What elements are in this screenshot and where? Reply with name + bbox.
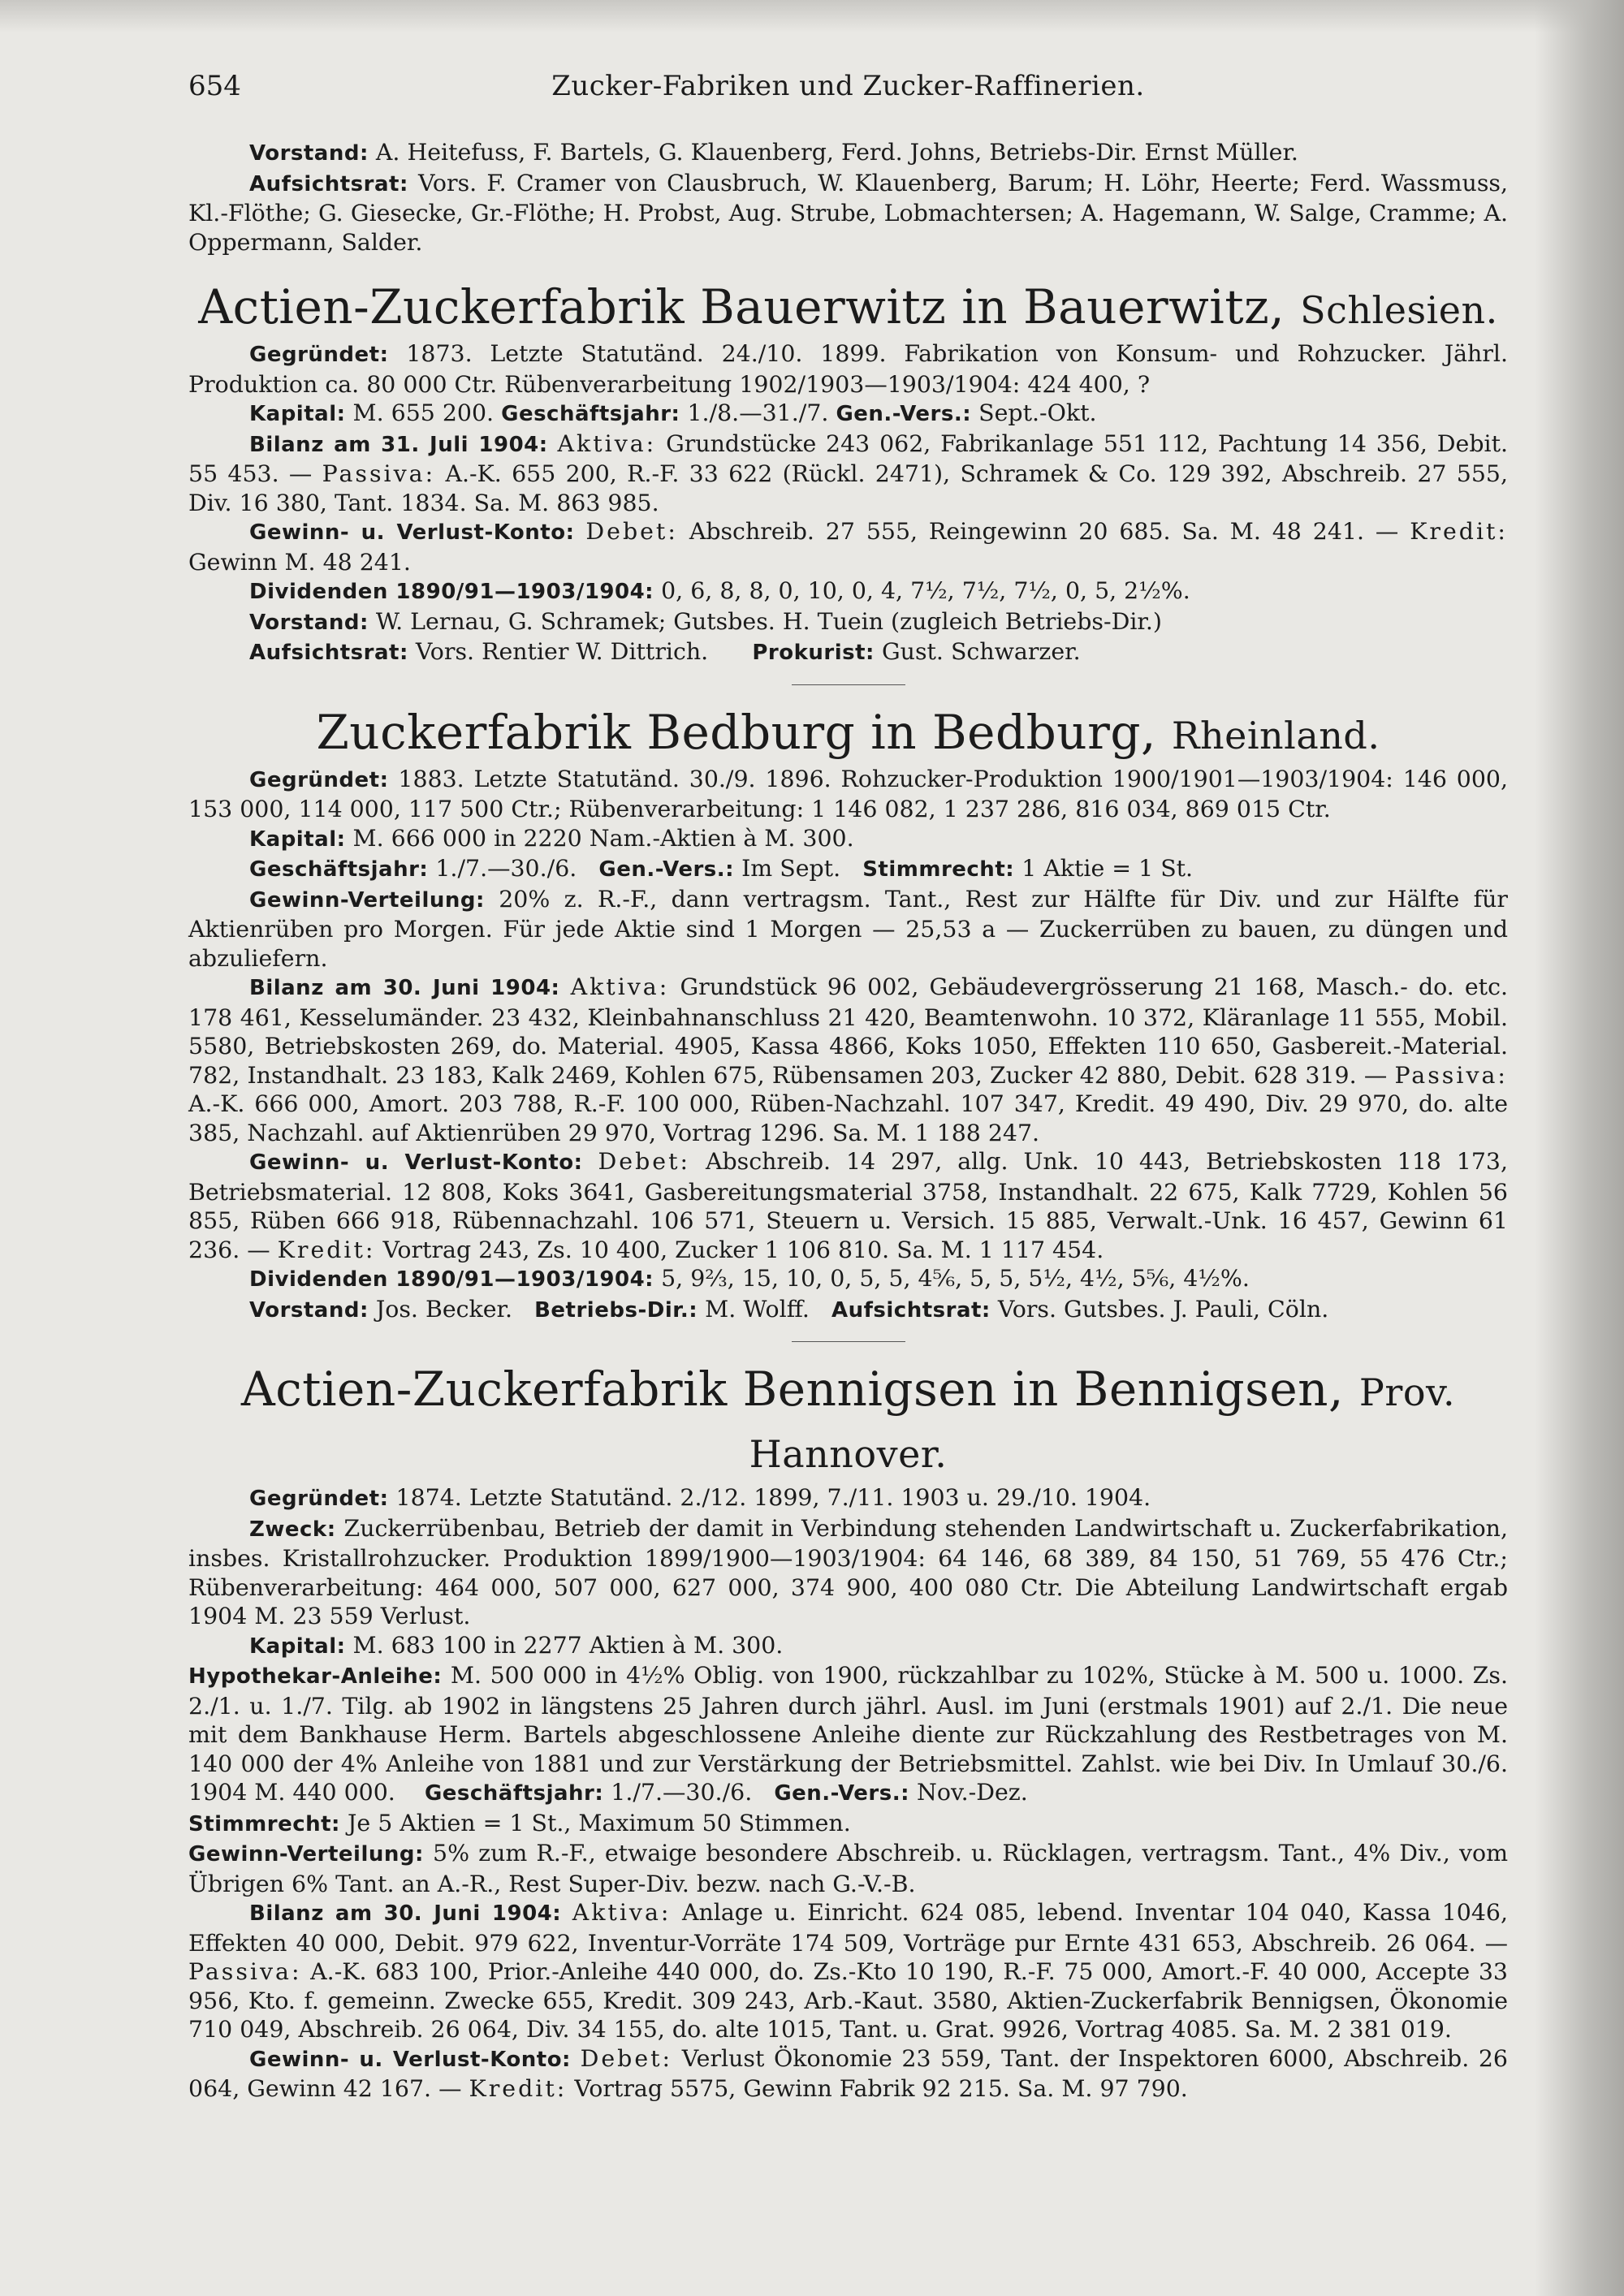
firm-region: Schlesien.	[1300, 288, 1498, 332]
kapital-label: Kapital:	[249, 826, 346, 852]
guv-kredit-text: Gewinn M. 48 241.	[188, 548, 411, 576]
vorstand-text: W. Lernau, G. Schramek; Gutsbes. H. Tuein (zugleich Betriebs-Dir.)	[375, 607, 1162, 635]
guv-label: Gewinn- u. Verlust-Konto:	[249, 520, 575, 545]
section-divider	[792, 1341, 905, 1342]
kapital-paragraph	[188, 399, 1508, 429]
prev-vorstand-paragraph	[188, 138, 1508, 169]
guv-paragraph	[188, 517, 1508, 576]
kapital-paragraph	[188, 824, 1508, 855]
bilanz-paragraph	[188, 429, 1508, 518]
geschaeftsjahr-label: Geschäftsjahr:	[249, 857, 429, 882]
betriebsdir-text: M. Wolff.	[705, 1295, 810, 1323]
firm-heading	[188, 278, 1508, 339]
gegruendet-text: 1883. Letzte Statutänd. 30./9. 1896. Rohzucker-Produktion 1900/1901—1903/1904: 146 000, 153 000, 114 000, 117 500 Ctr.; Rübenverarbeitung: 1 146 082, 1 237 286, 816 034, 869 015 Ctr.	[188, 765, 1508, 822]
prev-vorstand-text: A. Heitefuss, F. Bartels, G. Klauenberg, Ferd. Johns, Betriebs-Dir. Ernst Müller.	[375, 139, 1298, 166]
stimmrecht-label: Stimmrecht:	[862, 857, 1015, 882]
gegruendet-text: 1873. Letzte Statutänd. 24./10. 1899. Fabrikation von Konsum- und Rohzucker. Jährl. Produktion ca. 80 000 Ctr. Rübenverarbeitung 1902/1903—1903/1904: 424 400, ?	[188, 340, 1508, 398]
dividenden-text: 0, 6, 8, 8, 0, 10, 0, 4, 7½, 7½, 7½, 0, 5, 2½%.	[661, 577, 1190, 604]
gewinnverteilung-paragraph	[188, 885, 1508, 973]
guv-kredit-text: Vortrag 5575, Gewinn Fabrik 92 215. Sa. M. 97 790.	[574, 2075, 1188, 2102]
prev-vorstand-label: Vorstand:	[249, 141, 369, 166]
firm-heading	[188, 703, 1508, 765]
passiva-label: Passiva:	[1394, 1061, 1508, 1089]
hypothek-paragraph	[188, 1661, 1508, 1809]
geschaeftsjahr-text: 1./7.—30./6.	[611, 1779, 753, 1806]
kredit-label: Kredit:	[277, 1236, 376, 1263]
guv-debet-text: Abschreib. 27 555, Reingewinn 20 685. Sa. M. 48 241. —	[689, 518, 1399, 545]
kapital-text: M. 655 200.	[352, 399, 495, 426]
gegruendet-paragraph	[188, 339, 1508, 399]
page-content	[188, 138, 1508, 2104]
bilanz-aktiva-text: Anlage u. Einricht. 624 085, lebend. Inventar 104 040, Kassa 1046, Effekten 40 000, Debit. 979 622, Inventur-Vorräte 174 509, Vorträge pur Ernte 431 653, Abschreib. 26 064. —	[188, 1899, 1508, 1957]
gegruendet-label: Gegründet:	[249, 343, 389, 367]
stimmrecht-paragraph	[188, 1809, 1508, 1840]
bilanz-passiva-text: A.-K. 666 000, Amort. 203 788, R.-F. 100 000, Rüben-Nachzahl. 107 347, Kredit. 49 490, Div. 29 970, do. alte 385, Nachzahl. auf Aktienrüben 29 970, Vortrag 1296. Sa. M. 1 188 247.	[188, 1090, 1508, 1146]
firm-entry-bedburg	[188, 703, 1508, 1326]
firm-region: Prov. Hannover.	[749, 1370, 1456, 1476]
geschaeftsjahr-text: 1./7.—30./6.	[435, 855, 577, 882]
stimmrecht-text: Je 5 Aktien = 1 St., Maximum 50 Stimmen.	[348, 1809, 851, 1836]
gewinnverteilung-paragraph	[188, 1839, 1508, 1898]
dividenden-text: 5, 9⅔, 15, 10, 0, 5, 5, 4⅚, 5, 5, 5½, 4½, 5⅚, 4½%.	[661, 1265, 1250, 1292]
prev-aufsichtsrat-text: Vors. F. Cramer von Clausbruch, W. Klauenberg, Barum; H. Löhr, Heerte; Ferd. Wassmuss, Kl.-Flöthe; G. Giesecke, Gr.-Flöthe; H. Probst, Aug. Strube, Lobmachtersen; A. Hagemann, W. Salge, Cramme; A. Oppermann, Salder.	[188, 169, 1508, 256]
debet-label: Debet:	[598, 1148, 691, 1175]
prev-aufsichtsrat-label: Aufsichtsrat:	[249, 171, 408, 196]
passiva-label: Passiva:	[322, 460, 436, 487]
aufsichtsrat-label: Aufsichtsrat:	[249, 641, 408, 665]
prev-firm-entry	[188, 138, 1508, 257]
aufsichtsrat-text: Vors. Gutsbes. J. Pauli, Cöln.	[997, 1295, 1329, 1323]
firm-name: Zuckerfabrik Bedburg in Bedburg,	[316, 704, 1156, 760]
geschaeftsjahr-paragraph	[188, 854, 1508, 885]
aktiva-label: Aktiva:	[572, 1899, 672, 1926]
dividenden-paragraph	[188, 1264, 1508, 1295]
gewinnverteilung-text: 20% z. R.-F., dann vertragsm. Tant., Rest zur Hälfte für Div. und zur Hälfte für Aktienrüben pro Morgen. Für jede Aktie sind 1 Morgen — 25,53 a — Zuckerrüben zu bauen, zu düngen und abzuliefern.	[188, 885, 1508, 972]
aktiva-label: Aktiva:	[570, 973, 670, 1000]
gen-vers-text: Nov.-Dez.	[917, 1779, 1028, 1806]
gewinnverteilung-label: Gewinn-Verteilung:	[249, 887, 485, 913]
guv-debet-text: Abschreib. 14 297, allg. Unk. 10 443, Betriebskosten 118 173, Betriebsmaterial. 12 808, Koks 3641, Gasbereitungsmaterial 3758, Instandhalt. 22 675, Kalk 7729, Kohlen 56 855, Rüben 666 918, Rübennachzahl. 106 571, Steuern u. Versich. 15 885, Verwalt.-Unk. 16 457, Gewinn 61 236. —	[188, 1148, 1509, 1263]
vorstand-label: Vorstand:	[249, 610, 369, 635]
gegruendet-label: Gegründet:	[249, 1487, 389, 1511]
page-edge-shadow-right	[1535, 0, 1624, 2296]
running-title: Zucker-Fabriken und Zucker-Raffinerien.	[551, 70, 1145, 102]
kapital-text: M. 666 000 in 2220 Nam.-Aktien à M. 300.	[352, 824, 854, 852]
vorstand-paragraph	[188, 607, 1508, 638]
debet-label: Debet:	[580, 2044, 673, 2072]
firm-name: Actien-Zuckerfabrik Bauerwitz in Bauerwitz,	[198, 279, 1285, 334]
aufsichtsrat-paragraph	[188, 637, 1508, 668]
gegruendet-text: 1874. Letzte Statutänd. 2./12. 1899, 7./11. 1903 u. 29./10. 1904.	[395, 1484, 1151, 1511]
stimmrecht-text: 1 Aktie = 1 St.	[1021, 855, 1194, 882]
bilanz-label: Bilanz am 30. Juni 1904:	[249, 1901, 562, 1926]
dividenden-label: Dividenden 1890/91—1903/1904:	[249, 580, 654, 604]
prokurist-label: Prokurist:	[752, 641, 875, 665]
hypothek-text: M. 500 000 in 4½% Oblig. von 1900, rückzahlbar zu 102%, Stücke à M. 500 u. 1000. Zs. 2./1. u. 1./7. Tilg. ab 1902 in längstens 25 Jahren durch jährl. Ausl. im Juni (erstmals 1901) auf 2./1. Die neue mit dem Bankhause Herm. Bartels abgeschlossene Anleihe diente zur Rückzahlung des Restbetrages von M. 140 000 der 4% Anleihe von 1881 und zur Verstärkung der Betriebsmittel. Zahlst. wie bei Div. In Umlauf 30./6. 1904 M. 440 000.	[188, 1662, 1508, 1806]
gegruendet-paragraph	[188, 1483, 1508, 1514]
guv-label: Gewinn- u. Verlust-Konto:	[249, 2047, 571, 2072]
betriebsdir-label: Betriebs-Dir.:	[534, 1297, 698, 1323]
gewinnverteilung-text: 5% zum R.-F., etwaige besondere Abschreib. u. Rücklagen, vertragsm. Tant., 4% Div., vom Übrigen 6% Tant. an A.-R., Rest Super-Div. bezw. nach G.-V.-B.	[188, 1840, 1508, 1897]
bilanz-passiva-text: A.-K. 683 100, Prior.-Anleihe 440 000, do. Zs.-Kto 10 190, R.-F. 75 000, Amort.-F. 40 000, Accepte 33 956, Kto. f. gemeinn. Zwecke 655, Kredit. 309 243, Arb.-Kaut. 3580, Aktien-Zuckerfabrik Bennigsen, Ökonomie 710 049, Abschreib. 26 064, Div. 34 155, do. alte 1015, Tant. u. Grat. 9926, Vortrag 4085. Sa. M. 2 381 019.	[188, 1958, 1508, 2043]
section-divider	[792, 684, 905, 685]
firm-entry-bennigsen	[188, 1360, 1508, 2104]
zweck-label: Zweck:	[249, 1517, 336, 1542]
page-number: 654	[188, 70, 241, 102]
zweck-text: Zuckerrübenbau, Betrieb der damit in Verbindung stehenden Landwirtschaft u. Zuckerfabrikation, insbes. Kristallrohzucker. Produktion 1899/1900—1903/1904: 64 146, 68 389, 84 150, 51 769, 55 476 Ctr.; Rübenverarbeitung: 464 000, 507 000, 627 000, 374 900, 400 080 Ctr. Die Abteilung Landwirtschaft ergab 1904 M. 23 559 Verlust.	[188, 1514, 1508, 1629]
aufsichtsrat-text: Vors. Rentier W. Dittrich.	[415, 638, 709, 665]
prokurist-text: Gust. Schwarzer.	[881, 638, 1081, 665]
geschaeftsjahr-text: 1./8.—31./7.	[687, 399, 829, 426]
bilanz-label: Bilanz am 31. Juli 1904:	[249, 432, 548, 457]
kredit-label: Kredit:	[1410, 518, 1508, 545]
debet-label: Debet:	[585, 518, 678, 545]
gen-vers-label: Gen.-Vers.:	[836, 402, 972, 426]
page-edge-shadow-top	[0, 0, 1624, 32]
bilanz-passiva-text: A.-K. 655 200, R.-F. 33 622 (Rückl. 2471), Schramek & Co. 129 392, Abschreib. 27 555, Div. 16 380, Tant. 1834. Sa. M. 863 985.	[188, 460, 1508, 516]
stimmrecht-label: Stimmrecht:	[188, 1811, 340, 1836]
kapital-paragraph	[188, 1631, 1508, 1662]
guv-label: Gewinn- u. Verlust-Konto:	[249, 1150, 583, 1175]
firm-region: Rheinland.	[1171, 713, 1380, 757]
gegruendet-paragraph	[188, 765, 1508, 824]
prev-aufsichtsrat-paragraph	[188, 169, 1508, 257]
bilanz-label: Bilanz am 30. Juni 1904:	[249, 976, 560, 1000]
gen-vers-text: Sept.-Okt.	[978, 399, 1097, 426]
vorstand-paragraph	[188, 1295, 1508, 1326]
geschaeftsjahr-label: Geschäftsjahr:	[424, 1781, 604, 1806]
guv-debet-text: Verlust Ökonomie 23 559, Tant. der Inspektoren 6000, Abschreib. 26 064, Gewinn 42 167. —	[188, 2044, 1508, 2102]
vorstand-label: Vorstand:	[249, 1297, 369, 1323]
kredit-label: Kredit:	[469, 2075, 568, 2102]
aufsichtsrat-label: Aufsichtsrat:	[831, 1297, 991, 1323]
kapital-label: Kapital:	[249, 402, 346, 426]
guv-paragraph	[188, 2044, 1508, 2104]
bilanz-aktiva-text: Grundstück 96 002, Gebäudevergrösserung 21 168, Masch.- do. etc. 178 461, Kesselumänder. 23 432, Kleinbahnanschluss 21 420, Beamtenwohn. 10 372, Kläranlage 11 555, Mobil. 5580, Betriebskosten 269, do. Material. 4905, Kassa 4866, Koks 1050, Effekten 110 650, Gasbereit.-Material. 782, Instandhalt. 23 183, Kalk 2469, Kohlen 675, Rübensamen 203, Zucker 42 880, Debit. 628 319. —	[188, 973, 1509, 1089]
kapital-label: Kapital:	[249, 1634, 346, 1659]
gen-vers-label: Gen.-Vers.:	[598, 857, 735, 882]
guv-kredit-text: Vortrag 243, Zs. 10 400, Zucker 1 106 810. Sa. M. 1 117 454.	[382, 1236, 1104, 1263]
bilanz-aktiva-text: Grundstücke 243 062, Fabrikanlage 551 112, Pachtung 14 356, Debit. 55 453. —	[188, 429, 1509, 487]
zweck-paragraph	[188, 1514, 1508, 1631]
gen-vers-label: Gen.-Vers.:	[774, 1781, 909, 1806]
kapital-text: M. 683 100 in 2277 Aktien à M. 300.	[352, 1631, 784, 1659]
geschaeftsjahr-label: Geschäftsjahr:	[501, 402, 680, 426]
passiva-label: Passiva:	[188, 1958, 302, 1985]
page-header	[188, 70, 1508, 110]
gen-vers-text: Im Sept.	[741, 855, 841, 882]
vorstand-text: Jos. Becker.	[375, 1295, 513, 1323]
dividenden-paragraph	[188, 576, 1508, 607]
firm-entry-bauerwitz	[188, 278, 1508, 668]
bilanz-paragraph	[188, 973, 1508, 1147]
guv-paragraph	[188, 1147, 1508, 1264]
firm-heading	[188, 1360, 1508, 1483]
gegruendet-label: Gegründet:	[249, 767, 389, 792]
bilanz-paragraph	[188, 1898, 1508, 2044]
aktiva-label: Aktiva:	[557, 429, 657, 457]
hypothek-label: Hypothekar-Anleihe:	[188, 1664, 443, 1689]
firm-name: Actien-Zuckerfabrik Bennigsen in Bennigsen,	[240, 1362, 1344, 1417]
gewinnverteilung-label: Gewinn-Verteilung:	[188, 1842, 424, 1867]
dividenden-label: Dividenden 1890/91—1903/1904:	[249, 1267, 654, 1292]
